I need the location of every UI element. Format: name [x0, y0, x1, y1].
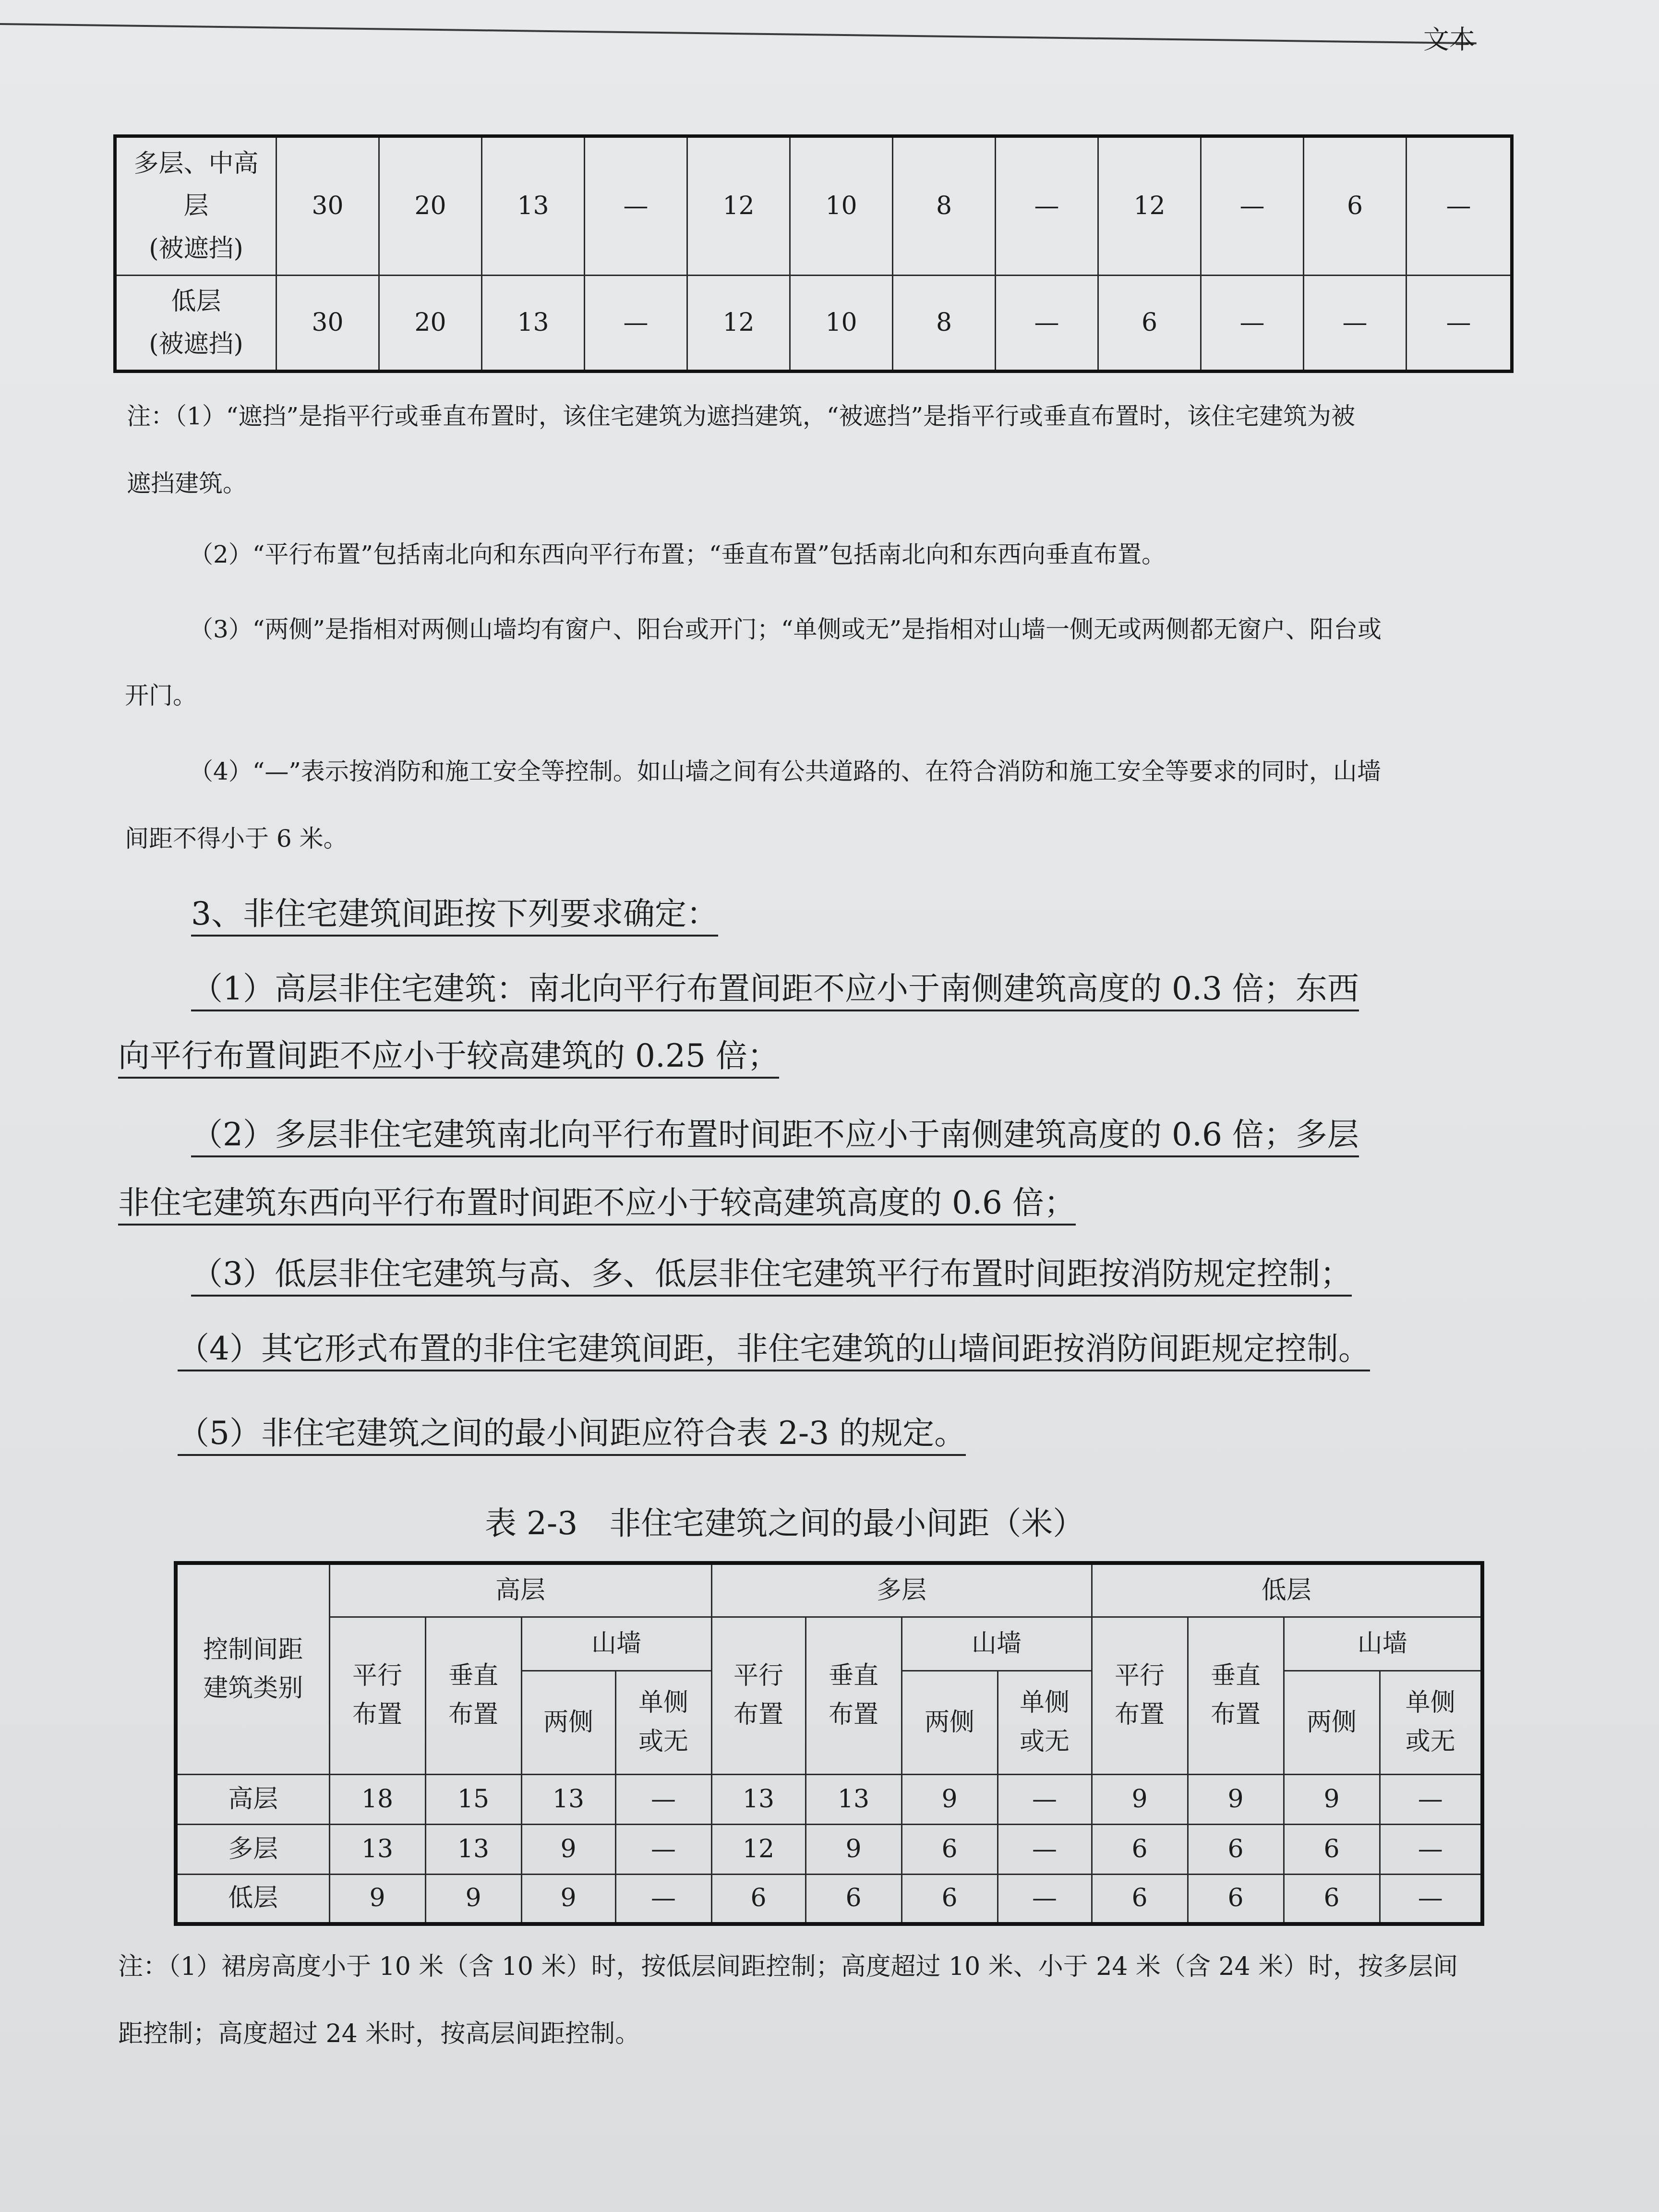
cell: —	[585, 276, 687, 372]
vertical-header: 垂直 布置	[425, 1617, 521, 1774]
cell: 9	[1188, 1774, 1284, 1824]
cell: 9	[425, 1874, 521, 1924]
cell: 13	[805, 1774, 902, 1824]
both-sides-header: 两侧	[521, 1671, 615, 1774]
cell: 13	[482, 136, 585, 276]
row-header: 多层、中高 层 (被遮挡)	[115, 136, 276, 276]
table2-caption: 表 2-3 非住宅建筑之间的最小间距（米）	[485, 1505, 1085, 1542]
cell: —	[998, 1774, 1092, 1824]
cell: 6	[902, 1824, 998, 1874]
header-row	[176, 1563, 1482, 1617]
note-2: （2）“平行布置”包括南北向和东西向平行布置；“垂直布置”包括南北向和东西向垂直布置。	[189, 541, 1166, 568]
row-label: 低层	[176, 1874, 329, 1924]
cell: 30	[276, 136, 379, 276]
cell: 12	[1098, 136, 1201, 276]
single-or-none-header: 单侧 或无	[615, 1671, 711, 1774]
cell: —	[585, 136, 687, 276]
cell: —	[1380, 1874, 1482, 1924]
table-row	[176, 1874, 1482, 1924]
cell: —	[996, 136, 1098, 276]
cell: —	[1201, 276, 1304, 372]
requirement-5: （5）非住宅建筑之间的最小间距应符合表 2-3 的规定。	[178, 1414, 966, 1456]
vertical-header: 垂直 布置	[1188, 1617, 1284, 1774]
requirement-3: （3）低层非住宅建筑与高、多、低层非住宅建筑平行布置时间距按消防规定控制；	[191, 1255, 1352, 1297]
vertical-header: 垂直 布置	[805, 1617, 902, 1774]
cell: 6	[1284, 1824, 1380, 1874]
cell: —	[1304, 276, 1407, 372]
requirement-1-line-1: （1）高层非住宅建筑：南北向平行布置间距不应小于南侧建筑高度的 0.3 倍；东西	[191, 970, 1359, 1011]
cell: 6	[805, 1874, 902, 1924]
header-label: 文本	[1423, 24, 1475, 55]
both-sides-header: 两侧	[1284, 1671, 1380, 1774]
row-label: 高层	[176, 1774, 329, 1824]
cell: 20	[379, 276, 482, 372]
header-rule	[0, 23, 1477, 44]
cell: 9	[805, 1824, 902, 1874]
cell: 8	[893, 136, 996, 276]
cell: 10	[790, 136, 893, 276]
cell: —	[1201, 136, 1304, 276]
note-1-line-2: 遮挡建筑。	[127, 469, 247, 497]
cell: 18	[329, 1774, 425, 1824]
note-line-1: 注：（1）裙房高度小于 10 米（含 10 米）时，按低层间距控制；高度超过 10 米、小于 24 米（含 24 米）时，按多层间	[118, 1952, 1458, 1981]
cell: 9	[1092, 1774, 1188, 1824]
cell: —	[998, 1874, 1092, 1924]
cell: —	[996, 276, 1098, 372]
cell: 6	[1188, 1874, 1284, 1924]
cell: 12	[711, 1824, 805, 1874]
row-header: 低层 (被遮挡)	[115, 276, 276, 372]
table-row	[115, 276, 1512, 372]
gable-header: 山墙	[1284, 1617, 1482, 1671]
requirement-1-line-2: 向平行布置间距不应小于较高建筑的 0.25 倍；	[118, 1037, 779, 1079]
group-header-low: 低层	[1092, 1563, 1482, 1617]
group-header-high: 高层	[329, 1563, 711, 1617]
note-3-line-2: 开门。	[125, 682, 197, 709]
cell: 20	[379, 136, 482, 276]
single-or-none-header: 单侧 或无	[1380, 1671, 1482, 1774]
cell: —	[615, 1824, 711, 1874]
cell: 13	[711, 1774, 805, 1824]
cell: 13	[425, 1824, 521, 1874]
corner-header: 控制间距 建筑类别	[176, 1563, 329, 1774]
cell: —	[1380, 1774, 1482, 1824]
cell: 30	[276, 276, 379, 372]
note-1-line-1: 注：（1）“遮挡”是指平行或垂直布置时，该住宅建筑为遮挡建筑，“被遮挡”是指平行或垂直布置时，该住宅建筑为被	[127, 402, 1356, 430]
cell: 13	[329, 1824, 425, 1874]
cell: 6	[1092, 1824, 1188, 1874]
cell: 9	[521, 1824, 615, 1874]
note-3-line-1: （3）“两侧”是指相对两侧山墙均有窗户、阳台或开门；“单侧或无”是指相对山墙一侧无或两侧都无窗户、阳台或	[189, 615, 1382, 643]
cell: 13	[521, 1774, 615, 1824]
cell: —	[1407, 276, 1512, 372]
cell: 9	[521, 1874, 615, 1924]
both-sides-header: 两侧	[902, 1671, 998, 1774]
cell: —	[1407, 136, 1512, 276]
residential-spacing-table	[113, 134, 1514, 373]
cell: 15	[425, 1774, 521, 1824]
cell: 6	[1304, 136, 1407, 276]
note-4-line-2: 间距不得小于 6 米。	[125, 825, 348, 853]
non-residential-spacing-table	[174, 1561, 1484, 1926]
cell: —	[998, 1824, 1092, 1874]
cell: 10	[790, 276, 893, 372]
cell: 9	[329, 1874, 425, 1924]
cell: 12	[687, 136, 790, 276]
cell: 6	[1092, 1874, 1188, 1924]
cell: 6	[711, 1874, 805, 1924]
cell: 6	[1188, 1824, 1284, 1874]
parallel-header: 平行 布置	[1092, 1617, 1188, 1774]
cell: —	[615, 1774, 711, 1824]
cell: 6	[1284, 1874, 1380, 1924]
table-row	[176, 1824, 1482, 1874]
cell: —	[1380, 1824, 1482, 1874]
cell: 12	[687, 276, 790, 372]
group-header-multi: 多层	[711, 1563, 1092, 1617]
requirements-heading: 3、非住宅建筑间距按下列要求确定：	[191, 895, 718, 937]
cell: —	[615, 1874, 711, 1924]
cell: 9	[902, 1774, 998, 1824]
table-row	[115, 136, 1512, 276]
gable-header: 山墙	[521, 1617, 711, 1671]
parallel-header: 平行 布置	[711, 1617, 805, 1774]
row-label: 多层	[176, 1824, 329, 1874]
note-line-2: 距控制；高度超过 24 米时，按高层间距控制。	[118, 2020, 640, 2048]
header-row	[176, 1617, 1482, 1671]
cell: 6	[902, 1874, 998, 1924]
requirement-2-line-1: （2）多层非住宅建筑南北向平行布置时间距不应小于南侧建筑高度的 0.6 倍；多层	[191, 1116, 1359, 1157]
cell: 13	[482, 276, 585, 372]
cell: 6	[1098, 276, 1201, 372]
single-or-none-header: 单侧 或无	[998, 1671, 1092, 1774]
note-4-line-1: （4）“—”表示按消防和施工安全等控制。如山墙之间有公共道路的、在符合消防和施工安全等要求的同时，山墙	[189, 757, 1381, 785]
cell: 9	[1284, 1774, 1380, 1824]
table-row	[176, 1774, 1482, 1824]
parallel-header: 平行 布置	[329, 1617, 425, 1774]
requirement-2-line-2: 非住宅建筑东西向平行布置时间距不应小于较高建筑高度的 0.6 倍；	[118, 1184, 1076, 1226]
gable-header: 山墙	[902, 1617, 1092, 1671]
requirement-4: （4）其它形式布置的非住宅建筑间距，非住宅建筑的山墙间距按消防间距规定控制。	[178, 1330, 1370, 1371]
cell: 8	[893, 276, 996, 372]
